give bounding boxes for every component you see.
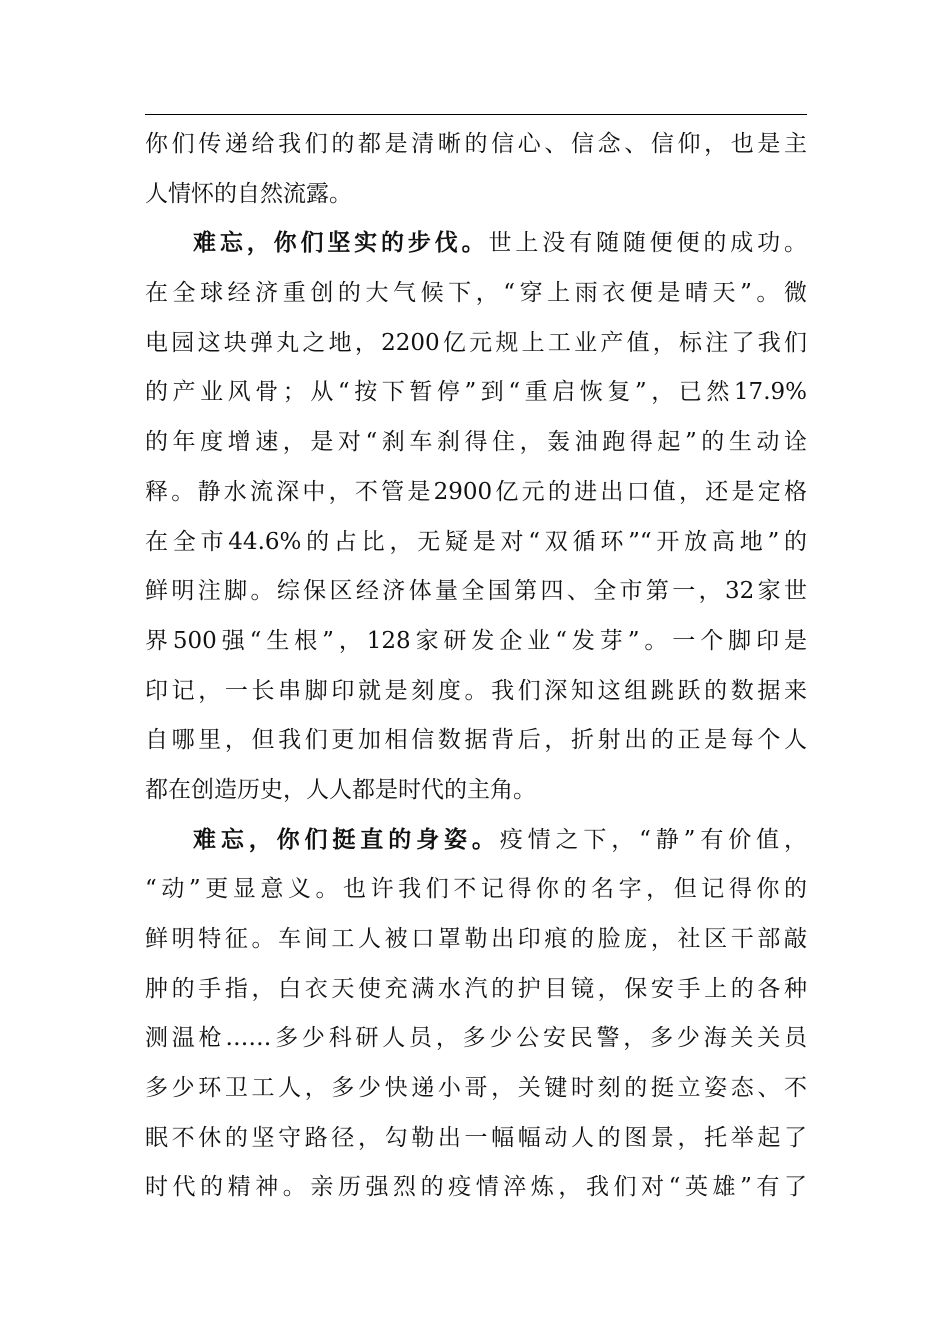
text-line: 鲜明注脚。综保区经济体量全国第四、全市第一，32家世 <box>145 578 807 605</box>
body-text <box>145 120 807 1213</box>
text-line: 鲜明特征。车间工人被口罩勒出印痕的脸庞，社区干部敲 <box>145 926 807 952</box>
header-rule <box>145 114 807 115</box>
text-line: 测温枪……多少科研人员，多少公安民警，多少海关关员 <box>145 1025 807 1052</box>
text-span: 世上没有随随便便的成功。 <box>488 230 807 257</box>
text-line: 的产业风骨；从“按下暂停”到“重启恢复”，已然17.9% <box>145 379 807 406</box>
text-line <box>145 816 807 866</box>
paragraph-heading: 难忘，你们挺直的身姿。 <box>193 826 500 853</box>
text-line <box>145 219 807 269</box>
text-line: 释。静水流深中，不管是2900亿元的进出口值，还是定格 <box>145 478 807 505</box>
text-line: 在全市44.6%的占比，无疑是对“双循环”“开放高地”的 <box>145 528 807 555</box>
text-line: 在全球经济重创的大气候下，“穿上雨衣便是晴天”。微 <box>145 280 807 307</box>
text-line: 人情怀的自然流露。 <box>145 180 352 207</box>
text-line: 的年度增速，是对“刹车刹得住，轰油跑得起”的生动诠 <box>145 429 807 456</box>
text-line: 眠不休的坚守路径，勾勒出一幅幅动人的图景，托举起了 <box>145 1124 807 1151</box>
text-span: 疫情之下，“静”有价值， <box>499 826 807 853</box>
text-line: 界500强“生根”，128家研发企业“发芽”。一个脚印是 <box>145 627 807 654</box>
text-line: 你们传递给我们的都是清晰的信心、信念、信仰，也是主 <box>145 131 807 157</box>
text-line: 自哪里，但我们更加相信数据背后，折射出的正是每个人 <box>145 727 807 754</box>
text-line: 电园这块弹丸之地，2200亿元规上工业产值，标注了我们 <box>145 329 807 356</box>
text-line: 时代的精神。亲历强烈的疫情淬炼，我们对“英雄”有了 <box>145 1174 807 1201</box>
paragraph-heading: 难忘，你们坚实的步伐。 <box>193 230 489 257</box>
text-line: 都在创造历史，人人都是时代的主角。 <box>145 776 536 803</box>
text-line: 多少环卫工人，多少快递小哥，关键时刻的挺立姿态、不 <box>145 1075 807 1102</box>
text-line: 肿的手指，白衣天使充满水汽的护目镜，保安手上的各种 <box>145 975 807 1002</box>
text-line: “动”更显意义。也许我们不记得你的名字，但记得你的 <box>145 876 807 903</box>
text-line: 印记，一长串脚印就是刻度。我们深知这组跳跃的数据来 <box>145 677 807 704</box>
